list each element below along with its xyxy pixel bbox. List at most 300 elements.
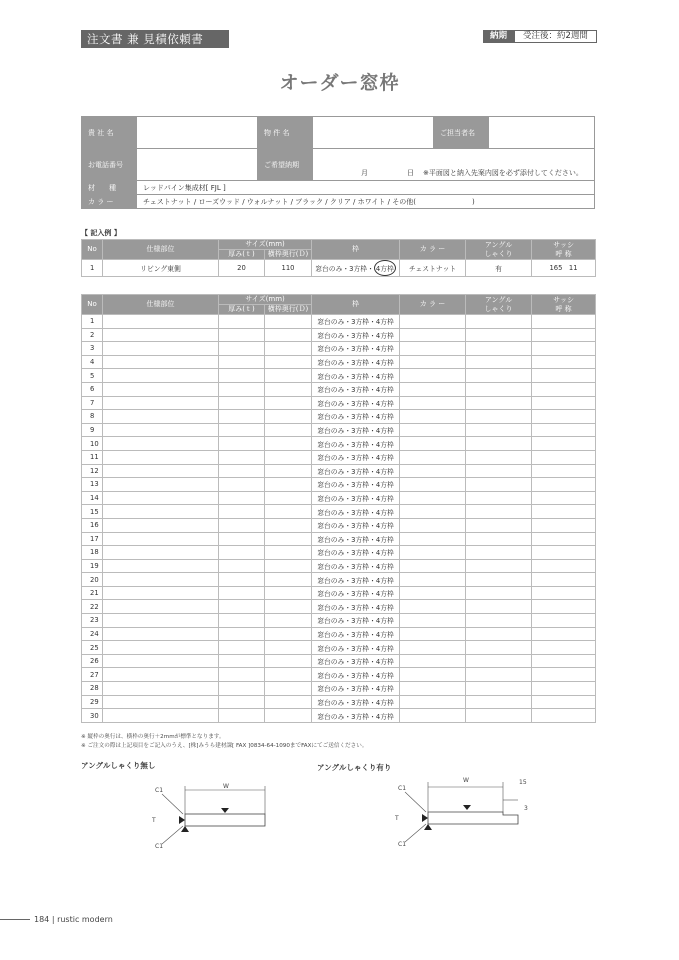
row-thickness[interactable] [219,505,265,519]
row-depth[interactable] [265,328,312,342]
row-frame[interactable]: 窓台のみ・3方枠・4方枠 [312,573,400,587]
row-depth[interactable] [265,355,312,369]
row-part[interactable] [103,573,219,587]
row-part[interactable] [103,410,219,424]
row-sash[interactable] [532,586,596,600]
dim-t: T [152,817,156,824]
row-part[interactable] [103,437,219,451]
row-angle[interactable] [466,573,532,587]
row-depth[interactable] [265,641,312,655]
row-no: 25 [82,641,103,655]
row-color[interactable] [400,478,466,492]
order-row [82,423,596,437]
row-sash[interactable] [532,355,596,369]
delivery-info [483,30,597,43]
row-depth[interactable] [265,491,312,505]
row-part[interactable] [103,641,219,655]
row-color[interactable] [400,614,466,628]
row-depth[interactable] [265,559,312,573]
row-color[interactable] [400,450,466,464]
row-frame[interactable]: 窓台のみ・3方枠・4方枠 [312,627,400,641]
row-depth[interactable] [265,382,312,396]
row-sash[interactable] [532,437,596,451]
order-row [82,586,596,600]
row-no: 2 [82,328,103,342]
row-frame[interactable]: 窓台のみ・3方枠・4方枠 [312,355,400,369]
row-part[interactable] [103,654,219,668]
order-row [82,478,596,492]
row-thickness[interactable] [219,641,265,655]
row-no: 24 [82,627,103,641]
row-angle[interactable] [466,546,532,560]
row-color[interactable] [400,654,466,668]
row-depth[interactable] [265,573,312,587]
row-sash[interactable] [532,478,596,492]
order-row [82,627,596,641]
col-depth: 横枠奥行(Ｄ) [265,250,312,260]
row-thickness[interactable] [219,546,265,560]
row-depth[interactable] [265,342,312,356]
row-frame[interactable]: 窓台のみ・3方枠・4方枠 [312,709,400,723]
date-field[interactable] [313,149,595,181]
row-depth[interactable] [265,518,312,532]
row-color[interactable] [400,518,466,532]
row-sash[interactable] [532,423,596,437]
row-frame[interactable]: 窓台のみ・3方枠・4方枠 [312,654,400,668]
row-part[interactable] [103,614,219,628]
row-sash[interactable] [532,668,596,682]
row-angle[interactable] [466,709,532,723]
example-frame-options: 窓台のみ・3方枠・ [315,265,374,273]
row-color[interactable] [400,355,466,369]
row-part[interactable] [103,382,219,396]
row-angle[interactable] [466,423,532,437]
row-part[interactable] [103,546,219,560]
row-no: 1 [82,315,103,329]
row-thickness[interactable] [219,695,265,709]
row-thickness[interactable] [219,518,265,532]
row-depth[interactable] [265,668,312,682]
row-part[interactable] [103,491,219,505]
row-sash[interactable] [532,410,596,424]
row-sash[interactable] [532,546,596,560]
date-label: ご希望納期 [258,149,313,181]
row-thickness[interactable] [219,342,265,356]
row-thickness[interactable] [219,573,265,587]
example-color: チェストナット [400,260,466,277]
example-label: 【 記入例 】 [81,229,121,237]
row-angle[interactable] [466,328,532,342]
col-color: カ ラ ー [400,240,466,260]
date-note: ※平面図と納入先案内図を必ず添付してください。 [423,169,583,177]
row-color[interactable] [400,709,466,723]
row-thickness[interactable] [219,682,265,696]
note-2: ※ ご注文の際は上記項目をご記入のうえ、[株]みうら建材課[ FAX ]0834-64-1090までFAXにてご送信ください。 [81,743,368,749]
row-part[interactable] [103,423,219,437]
row-part[interactable] [103,532,219,546]
row-no: 30 [82,709,103,723]
row-no: 5 [82,369,103,383]
row-frame[interactable]: 窓台のみ・3方枠・4方枠 [312,464,400,478]
row-frame[interactable]: 窓台のみ・3方枠・4方枠 [312,382,400,396]
row-part[interactable] [103,315,219,329]
row-no: 16 [82,518,103,532]
row-sash[interactable] [532,342,596,356]
row-depth[interactable] [265,627,312,641]
row-part[interactable] [103,369,219,383]
row-angle[interactable] [466,641,532,655]
row-sash[interactable] [532,396,596,410]
row-depth[interactable] [265,369,312,383]
row-thickness[interactable] [219,369,265,383]
row-no: 21 [82,586,103,600]
row-sash[interactable] [532,559,596,573]
row-frame[interactable]: 窓台のみ・3方枠・4方枠 [312,342,400,356]
row-part[interactable] [103,518,219,532]
customer-info-table [81,116,595,209]
order-row [82,491,596,505]
row-depth[interactable] [265,709,312,723]
row-sash[interactable] [532,654,596,668]
company-field[interactable] [137,117,258,149]
row-angle[interactable] [466,505,532,519]
row-angle[interactable] [466,396,532,410]
row-no: 8 [82,410,103,424]
row-color[interactable] [400,668,466,682]
row-frame[interactable]: 窓台のみ・3方枠・4方枠 [312,369,400,383]
row-thickness[interactable] [219,668,265,682]
row-frame[interactable]: 窓台のみ・3方枠・4方枠 [312,423,400,437]
col-thickness: 厚み(ｔ) [219,250,265,260]
row-depth[interactable] [265,682,312,696]
row-color[interactable] [400,559,466,573]
row-color[interactable] [400,396,466,410]
row-depth[interactable] [265,423,312,437]
row-thickness[interactable] [219,709,265,723]
row-depth[interactable] [265,546,312,560]
row-sash[interactable] [532,491,596,505]
row-angle[interactable] [466,315,532,329]
row-color[interactable] [400,328,466,342]
row-color[interactable] [400,546,466,560]
row-part[interactable] [103,450,219,464]
row-angle[interactable] [466,491,532,505]
row-angle[interactable] [466,654,532,668]
order-row [82,641,596,655]
row-depth[interactable] [265,654,312,668]
row-sash[interactable] [532,695,596,709]
row-angle[interactable] [466,437,532,451]
row-color[interactable] [400,505,466,519]
phone-field[interactable] [137,149,258,181]
row-no: 20 [82,573,103,587]
row-thickness[interactable] [219,654,265,668]
row-part[interactable] [103,464,219,478]
row-thickness[interactable] [219,614,265,628]
row-color[interactable] [400,382,466,396]
row-no: 10 [82,437,103,451]
row-no: 9 [82,423,103,437]
row-color[interactable] [400,423,466,437]
row-frame[interactable]: 窓台のみ・3方枠・4方枠 [312,450,400,464]
row-angle[interactable] [466,518,532,532]
row-color[interactable] [400,682,466,696]
col-frame: 枠 [312,295,400,315]
row-depth[interactable] [265,695,312,709]
example-thickness: 20 [219,260,265,277]
row-color[interactable] [400,600,466,614]
row-sash[interactable] [532,505,596,519]
row-color[interactable] [400,369,466,383]
row-angle[interactable] [466,627,532,641]
row-thickness[interactable] [219,355,265,369]
row-thickness[interactable] [219,450,265,464]
row-color[interactable] [400,586,466,600]
row-frame[interactable]: 窓台のみ・3方枠・4方枠 [312,600,400,614]
order-row [82,600,596,614]
row-thickness[interactable] [219,437,265,451]
row-angle[interactable] [466,410,532,424]
row-color[interactable] [400,491,466,505]
row-part[interactable] [103,668,219,682]
row-color[interactable] [400,695,466,709]
order-row [82,396,596,410]
row-color[interactable] [400,573,466,587]
row-angle[interactable] [466,355,532,369]
row-sash[interactable] [532,709,596,723]
col-color: カ ラ ー [400,295,466,315]
property-field[interactable] [313,117,434,149]
row-no: 14 [82,491,103,505]
row-angle[interactable] [466,559,532,573]
row-part[interactable] [103,695,219,709]
row-frame[interactable]: 窓台のみ・3方枠・4方枠 [312,532,400,546]
row-thickness[interactable] [219,491,265,505]
row-depth[interactable] [265,505,312,519]
row-part[interactable] [103,600,219,614]
row-thickness[interactable] [219,586,265,600]
row-sash[interactable] [532,600,596,614]
row-no: 4 [82,355,103,369]
row-depth[interactable] [265,315,312,329]
col-angle: アングル しゃくり [466,295,532,315]
row-angle[interactable] [466,478,532,492]
row-part[interactable] [103,342,219,356]
row-part[interactable] [103,627,219,641]
row-frame[interactable]: 窓台のみ・3方枠・4方枠 [312,410,400,424]
note-1: ※ 縦枠の奥行は、横枠の奥行＋2mmが標準となります。 [81,734,225,740]
order-row [82,450,596,464]
row-no: 27 [82,668,103,682]
row-thickness[interactable] [219,559,265,573]
row-part[interactable] [103,478,219,492]
order-row [82,546,596,560]
row-sash[interactable] [532,682,596,696]
row-thickness[interactable] [219,410,265,424]
row-sash[interactable] [532,518,596,532]
row-frame[interactable]: 窓台のみ・3方枠・4方枠 [312,437,400,451]
row-color[interactable] [400,464,466,478]
row-angle[interactable] [466,450,532,464]
row-frame[interactable]: 窓台のみ・3方枠・4方枠 [312,682,400,696]
property-label: 物 件 名 [258,117,313,149]
c1-bottom-2: C1 [398,841,407,848]
row-no: 12 [82,464,103,478]
row-frame[interactable]: 窓台のみ・3方枠・4方枠 [312,518,400,532]
row-thickness[interactable] [219,464,265,478]
color-value: チェストナット / ローズウッド / ウォルナット / ブラック / クリア / ホワイト / その他( ) [137,195,595,209]
example-row [82,260,596,277]
row-depth[interactable] [265,396,312,410]
dim-15: 15 [519,779,527,786]
order-row [82,559,596,573]
row-angle[interactable] [466,682,532,696]
row-depth[interactable] [265,437,312,451]
row-angle[interactable] [466,382,532,396]
example-table [81,239,596,277]
row-color[interactable] [400,641,466,655]
row-sash[interactable] [532,369,596,383]
row-frame[interactable]: 窓台のみ・3方枠・4方枠 [312,668,400,682]
row-no: 7 [82,396,103,410]
order-row [82,342,596,356]
row-sash[interactable] [532,573,596,587]
row-depth[interactable] [265,464,312,478]
example-frame [312,260,400,277]
row-no: 23 [82,614,103,628]
row-depth[interactable] [265,614,312,628]
row-depth[interactable] [265,586,312,600]
row-frame[interactable]: 窓台のみ・3方枠・4方枠 [312,396,400,410]
row-depth[interactable] [265,410,312,424]
row-angle[interactable] [466,695,532,709]
row-thickness[interactable] [219,600,265,614]
row-color[interactable] [400,410,466,424]
row-part[interactable] [103,396,219,410]
row-angle[interactable] [466,532,532,546]
row-color[interactable] [400,315,466,329]
row-part[interactable] [103,328,219,342]
row-part[interactable] [103,586,219,600]
row-thickness[interactable] [219,423,265,437]
row-sash[interactable] [532,450,596,464]
company-label: 貴 社 名 [82,117,137,149]
row-sash[interactable] [532,614,596,628]
row-frame[interactable]: 窓台のみ・3方枠・4方枠 [312,614,400,628]
row-angle[interactable] [466,668,532,682]
row-no: 13 [82,478,103,492]
row-angle[interactable] [466,586,532,600]
row-thickness[interactable] [219,315,265,329]
order-row [82,464,596,478]
example-part: リビング東側 [103,260,219,277]
c1-bottom: C1 [155,843,164,850]
row-frame[interactable]: 窓台のみ・3方枠・4方枠 [312,315,400,329]
row-angle[interactable] [466,600,532,614]
row-color[interactable] [400,342,466,356]
row-sash[interactable] [532,641,596,655]
row-depth[interactable] [265,478,312,492]
row-thickness[interactable] [219,328,265,342]
delivery-value: 受注後：約2週間 [514,30,597,43]
row-frame[interactable]: 窓台のみ・3方枠・4方枠 [312,491,400,505]
row-no: 11 [82,450,103,464]
row-part[interactable] [103,505,219,519]
row-part[interactable] [103,682,219,696]
col-part: 仕様部位 [103,240,219,260]
col-part: 仕様部位 [103,295,219,315]
person-field[interactable] [489,117,595,149]
row-frame[interactable]: 窓台のみ・3方枠・4方枠 [312,478,400,492]
row-color[interactable] [400,627,466,641]
row-frame[interactable]: 窓台のみ・3方枠・4方枠 [312,328,400,342]
row-angle[interactable] [466,614,532,628]
example-no: 1 [82,260,103,277]
page-title: オーダー窓枠 [279,72,400,94]
row-thickness[interactable] [219,627,265,641]
dim-w: W [223,783,229,790]
row-sash[interactable] [532,382,596,396]
row-sash[interactable] [532,328,596,342]
row-sash[interactable] [532,315,596,329]
row-no: 15 [82,505,103,519]
row-thickness[interactable] [219,532,265,546]
row-frame[interactable]: 窓台のみ・3方枠・4方枠 [312,546,400,560]
order-row [82,369,596,383]
order-row [82,709,596,723]
marker-left [179,816,185,824]
row-sash[interactable] [532,627,596,641]
order-row [82,437,596,451]
material-label: 材 種 [82,181,137,195]
row-sash[interactable] [532,464,596,478]
material-value: レッドパイン集成材[ FJL ] [137,181,595,195]
row-frame[interactable]: 窓台のみ・3方枠・4方枠 [312,695,400,709]
row-depth[interactable] [265,532,312,546]
row-frame[interactable]: 窓台のみ・3方枠・4方枠 [312,641,400,655]
col-frame: 枠 [312,240,400,260]
order-row [82,505,596,519]
delivery-label: 納期 [483,30,514,43]
row-thickness[interactable] [219,478,265,492]
brand-name: rustic modern [57,915,113,924]
row-sash[interactable] [532,532,596,546]
row-frame[interactable]: 窓台のみ・3方枠・4方枠 [312,559,400,573]
order-row [82,355,596,369]
order-row [82,654,596,668]
row-depth[interactable] [265,450,312,464]
row-color[interactable] [400,532,466,546]
row-thickness[interactable] [219,382,265,396]
row-part[interactable] [103,559,219,573]
row-angle[interactable] [466,464,532,478]
row-thickness[interactable] [219,396,265,410]
row-angle[interactable] [466,342,532,356]
row-part[interactable] [103,355,219,369]
form-title: 注文書 兼 見積依頼書 [81,30,229,48]
row-part[interactable] [103,709,219,723]
row-depth[interactable] [265,600,312,614]
row-angle[interactable] [466,369,532,383]
row-frame[interactable]: 窓台のみ・3方枠・4方枠 [312,505,400,519]
row-no: 29 [82,695,103,709]
day-text: 日 [407,169,414,177]
row-color[interactable] [400,437,466,451]
row-frame[interactable]: 窓台のみ・3方枠・4方枠 [312,586,400,600]
col-thickness: 厚み(ｔ) [219,305,265,315]
diagram-right-title: アングルしゃくり有り [317,763,392,772]
col-no: No [82,240,103,260]
